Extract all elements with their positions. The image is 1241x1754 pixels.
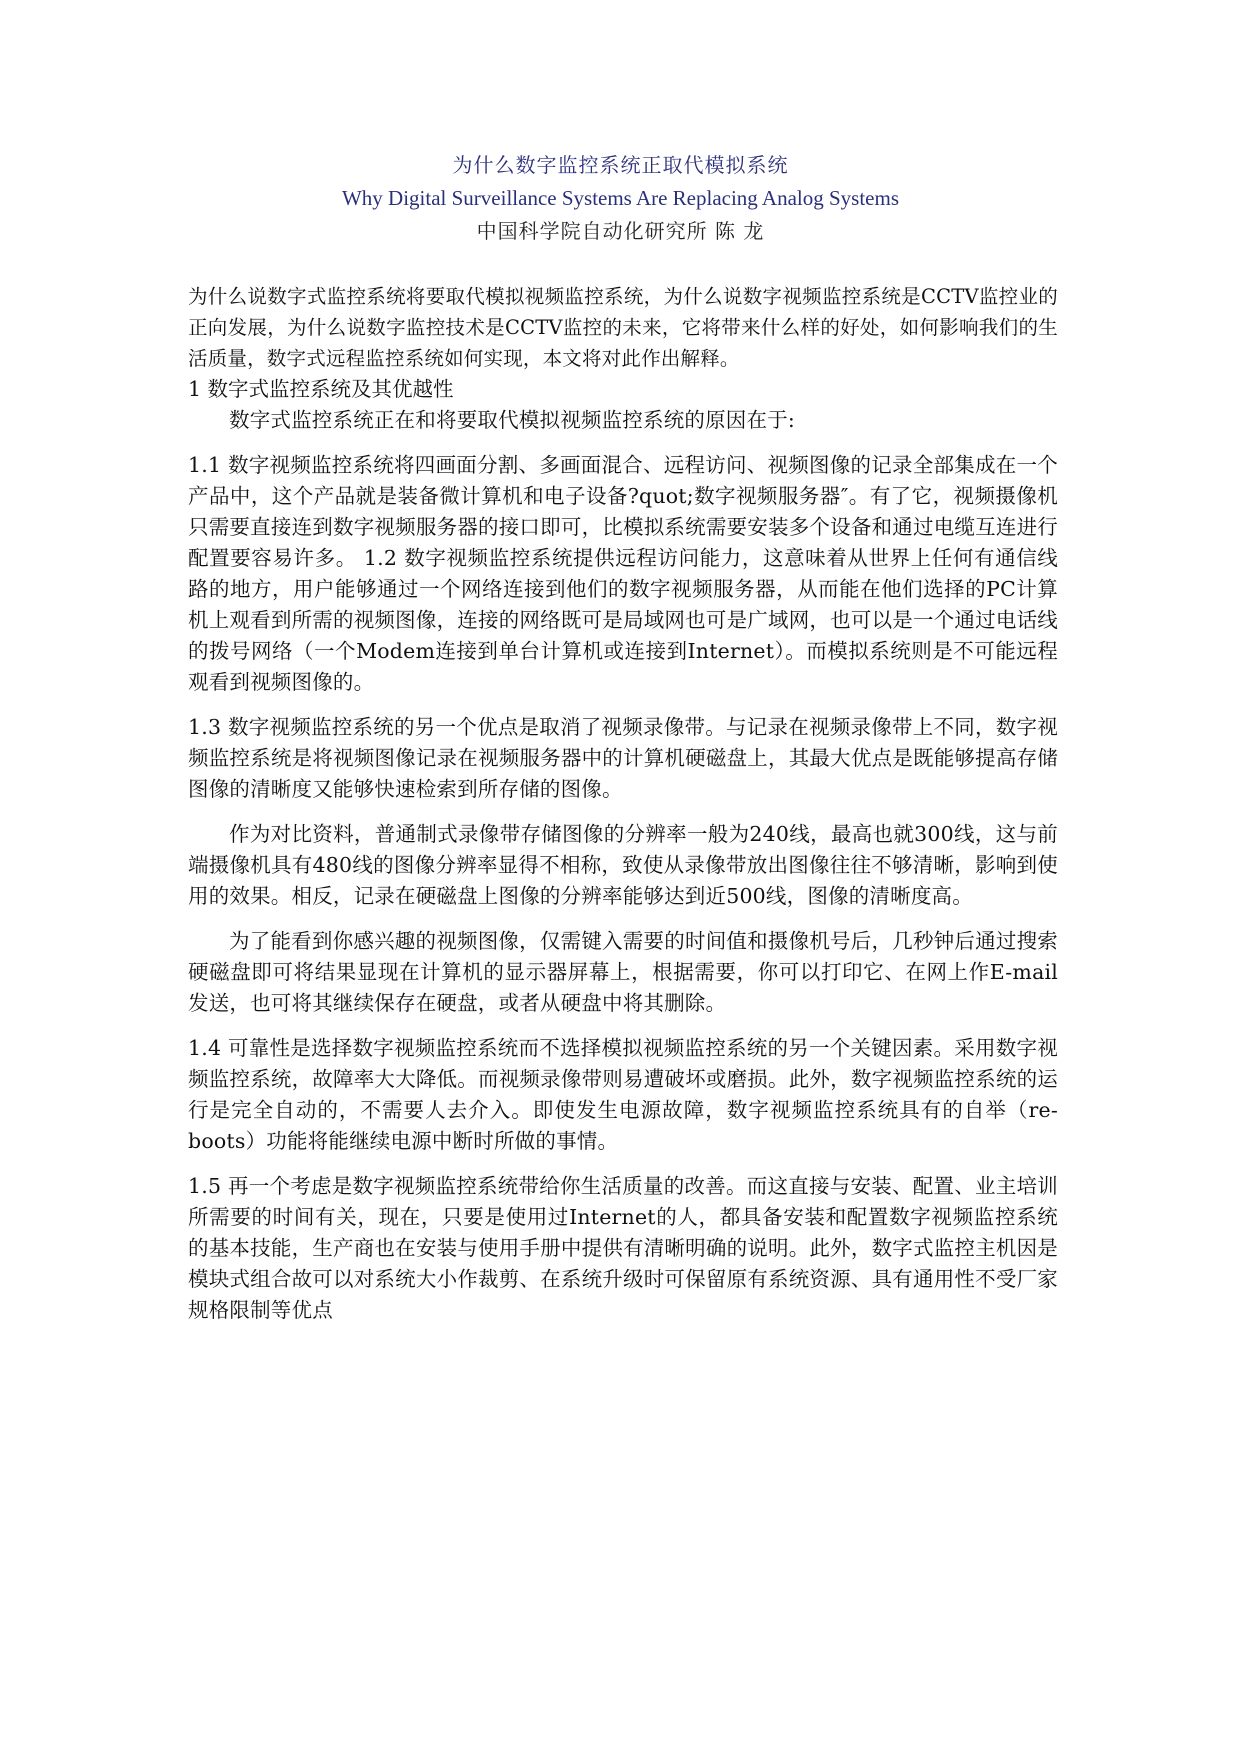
paragraph-1-5: 1.5 再一个考虑是数字视频监控系统带给你生活质量的改善。而这直接与安装、配置、业主培训所需要的时间有关，现在，只要是使用过Internet的人，都具备安装和配置数字视频监控系统的基本技能，生产商也在安装与使用手册中提供有清晰明确的说明。此外，数字式监控主机因是模块式组合故可以对系统大小作裁剪、在系统升级时可保留原有系统资源、具有通用性不受厂家规格限制等优点 xyxy=(188,1174,1058,1322)
title-english: Why Digital Surveillance Systems Are Replacing Analog Systems xyxy=(341,186,899,210)
paragraph-1-3: 1.3 数字视频监控系统的另一个优点是取消了视频录像带。与记录在视频录像带上不同，数字视频监控系统是将视频图像记录在视频服务器中的计算机硬磁盘上，其最大优点是既能够提高存储图像的清晰度又能够快速检索到所存储的图像。 xyxy=(188,715,1058,801)
paragraph-search: 为了能看到你感兴趣的视频图像，仅需键入需要的时间值和摄像机号后，几秒钟后通过搜索硬磁盘即可将结果显现在计算机的显示器屏幕上，根据需要，你可以打印它、在网上作E-mail发送，也可将其继续保存在硬盘，或者从硬盘中将其删除。 xyxy=(188,929,1058,1015)
section-1-heading: 1 数字式监控系统及其优越性 xyxy=(188,377,454,401)
document-header xyxy=(0,150,1241,247)
title-chinese: 为什么数字监控系统正取代模拟系统 xyxy=(452,153,789,177)
intro-paragraph: 为什么说数字式监控系统将要取代模拟视频监控系统，为什么说数字视频监控系统是CCTV监控业的正向发展，为什么说数字监控技术是CCTV监控的未来，它将带来什么样的好处，如何影响我们的生活质量，数字式远程监控系统如何实现，本文将对此作出解释。 xyxy=(188,285,1058,370)
author-line: 中国科学院自动化研究所 陈 龙 xyxy=(476,219,765,243)
paragraph-1-1: 1.1 数字视频监控系统将四画面分割、多画面混合、远程访问、视频图像的记录全部集成在一个产品中，这个产品就是装备微计算机和电子设备?quot;数字视频服务器″。有了它，视频摄像机只需要直接连到数字视频服务器的接口即可，比模拟系统需要安装多个设备和通过电缆互连进行配置要容易许多。 1.2 数字视频监控系统提供远程访问能力，这意味着从世界上任何有通信线路的地方，用户能够通过一个网络连接到他们的数字视频服务器，从而能在他们选择的PC计算机上观看到所需的视频图像，连接的网络既可是局域网也可是广域网，也可以是一个通过电话线的拨号网络（一个Modem连接到单台计算机或连接到Internet）。而模拟系统则是不可能远程观看到视频图像的。 xyxy=(188,453,1058,694)
document-body xyxy=(188,281,1058,1326)
paragraph-comparison: 作为对比资料，普通制式录像带存储图像的分辨率一般为240线，最高也就300线，这与前端摄像机具有480线的图像分辨率显得不相称，致使从录像带放出图像往往不够清晰，影响到使用的效果。相反，记录在硬磁盘上图像的分辨率能够达到近500线，图像的清晰度高。 xyxy=(188,822,1058,908)
section-1-lead: 数字式监控系统正在和将要取代模拟视频监控系统的原因在于: xyxy=(229,408,796,432)
paragraph-1-4: 1.4 可靠性是选择数字视频监控系统而不选择模拟视频监控系统的另一个关键因素。采用数字视频监控系统，故障率大大降低。而视频录像带则易遭破坏或磨损。此外，数字视频监控系统的运行是完全自动的，不需要人去介入。即使发生电源故障，数字视频监控系统具有的自举（re-boots）功能将能继续电源中断时所做的事情。 xyxy=(188,1036,1058,1153)
